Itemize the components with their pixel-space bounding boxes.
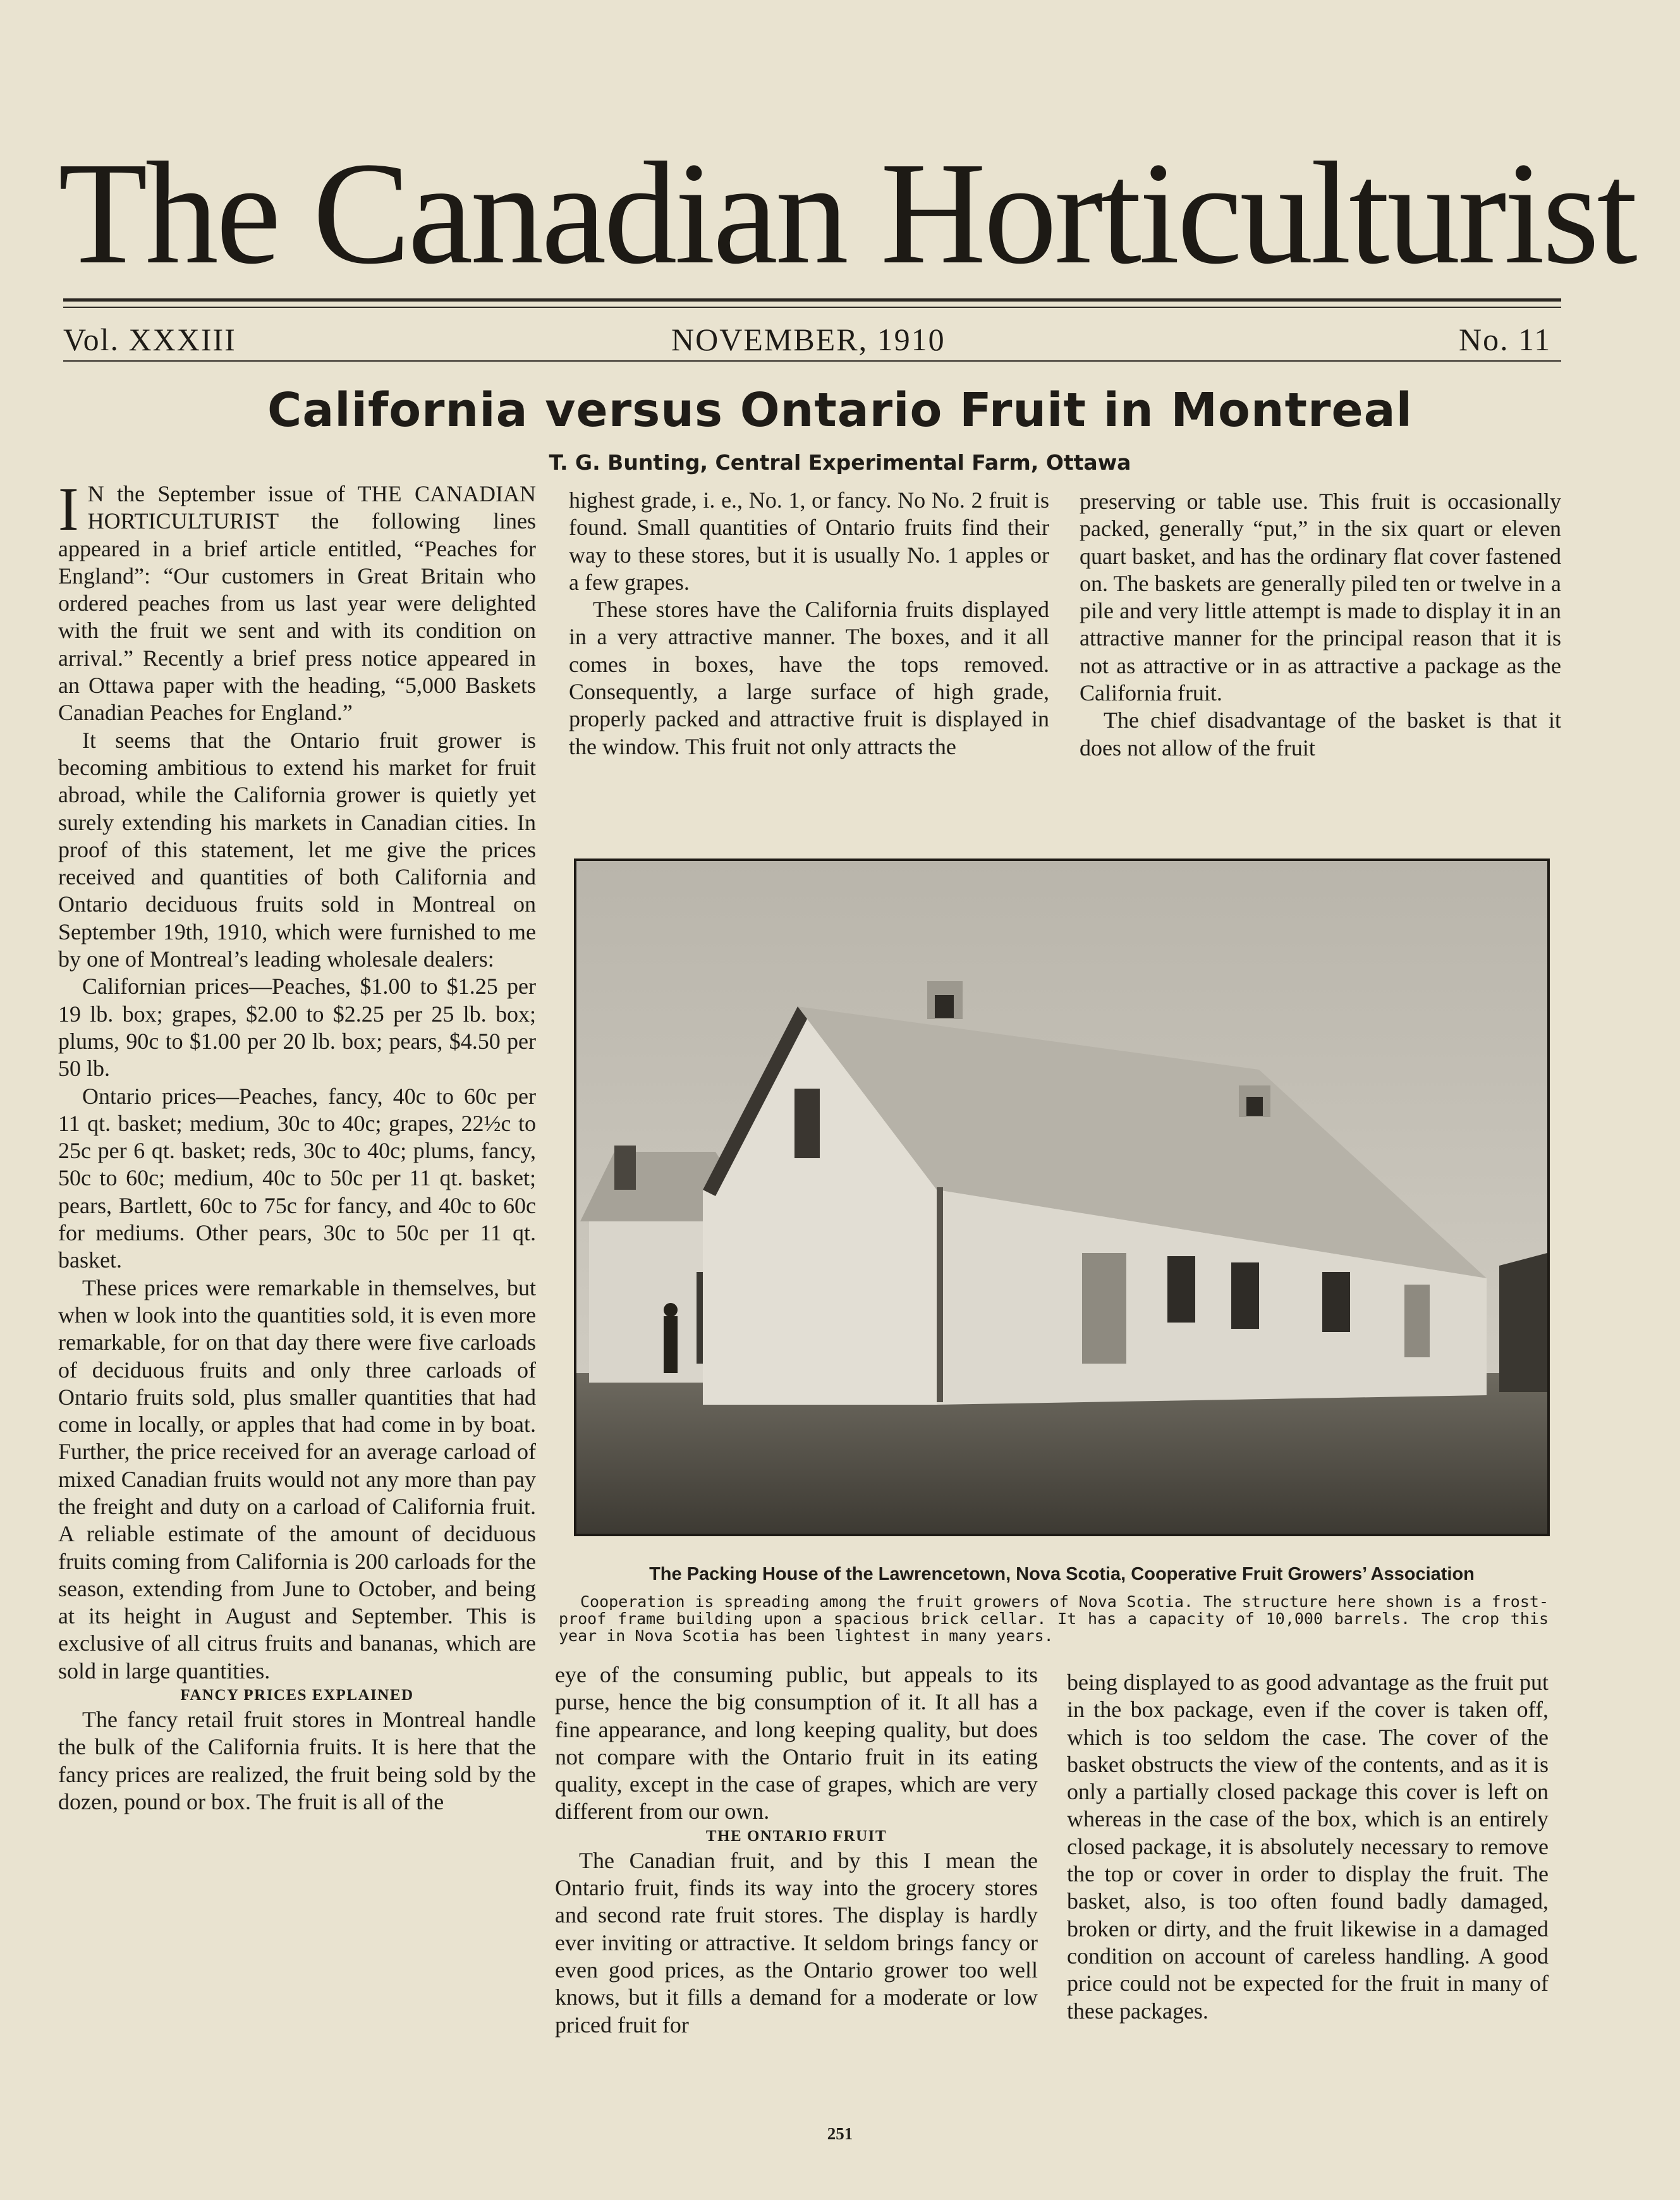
gable-window (794, 1089, 820, 1158)
paragraph: The Canadian fruit, and by this I mean the Ontario fruit, finds its way into the grocery stores and second rate fruit stores. The display is hardly ever inviting or attractive. It seldom brings fancy or even good prices, as the Ontario grower too well knows, but it fills a demand for a moderate or low priced fruit for (555, 1847, 1038, 2038)
paragraph: These prices were remarkable in themselves, but when w look into the quantities sold, it is even more remarkable, for on that day there were five carloads of deciduous fruits and only three carloads of Ontario fruits sold, plus smaller quantities that had come in locally, or apples that had come in by boat. Further, the price received for an average carload of mixed Canadian fruits would not any more than pay the freight and duty on a carload of California fruit. A reliable estimate of the amount of deciduous fruits coming from California is 200 carloads for the season, extending from June to October, and being at its height in August and September. This is exclusive of all citrus fruits and bananas, which are sold in large quantities. (58, 1274, 536, 1684)
page-number: 251 (827, 2124, 853, 2143)
issue-number: No. 11 (1459, 322, 1552, 357)
subheading-fancy-prices: FANCY PRICES EXPLAINED (180, 1687, 414, 1704)
masthead-title: The Canadian Horticulturist (58, 132, 1635, 295)
side-door-2 (1404, 1285, 1430, 1357)
article-column-4 (555, 1661, 1038, 2104)
side-door (1082, 1253, 1126, 1364)
article-column-3 (1080, 488, 1561, 829)
article-byline: T. G. Bunting, Central Experimental Farm, Ottawa (549, 450, 1131, 475)
paragraph: being displayed to as good advantage as the fruit put in the box package, even if the cover is taken off, which is too seldom the case. The cover of the basket obstructs the view of the contents, and as it is only a partially closed package this cover is left on whereas in the case of the box, which is an entirely closed package, it is absolutely necessary to remove the top or cover in order to display the fruit. The basket, also, is too often found badly damaged, broken or dirty, and the fruit likewise in a damaged condition on account of careless handling. A good price could not be expected for the fruit in many of these packages. (1067, 1670, 1549, 2024)
drop-cap: I (58, 480, 79, 544)
paragraph: The fancy retail fruit stores in Montreal handle the bulk of the California fruits. It is here that the fancy prices are realized, the fruit being sold by the dozen, pound or box. The fruit is all of the (58, 1707, 536, 1814)
side-window-2 (1231, 1262, 1259, 1329)
photo-caption-title: The Packing House of the Lawrencetown, Nova Scotia, Cooperative Fruit Growers’ Association (649, 1564, 1475, 1584)
paragraph: preserving or table use. This fruit is occasionally packed, generally “put,” in the six quart or eleven quart basket, and has the ordinary flat cover fastened on. The baskets are generally piled ten or twelve in a pile and very little attempt is made to display it in an attractive manner for the principal reason that it is not as attractive or in as attractive a package as the California fruit. (1080, 489, 1561, 706)
masthead-rule-bottom (63, 360, 1561, 362)
packing-house-illustration (576, 861, 1547, 1534)
article-column-2 (569, 487, 1049, 828)
chimney (614, 1146, 636, 1190)
opening-paragraph: I N the September issue of THE CANADIAN HORTICULTURIST the following lines appeared in a brief article entitled, “Peaches for England”: “Our customers in Great Britain who ordered peaches from us last year were delighted with the fruit we sent and with its condition on arrival.” Recently a brief press notice appeared in an Ottawa paper with the heading, “5,000 Baskets Canadian Peaches for England.” (58, 480, 536, 726)
cupola-2-vent (1246, 1097, 1263, 1116)
standing-figure (664, 1316, 678, 1373)
side-window-3 (1322, 1272, 1350, 1332)
tree (1499, 1253, 1547, 1392)
photo-caption-text: Cooperation is spreading among the fruit growers of Nova Scotia. The structure here shown is a frost-proof frame building upon a spacious brick cellar. It has a capacity of 10,000 barrels. The crop this year in Nova Scotia has been lightest in many years. (559, 1592, 1549, 1645)
paragraph: It seems that the Ontario fruit grower is becoming ambitious to extend his market for fruit abroad, while the California grower is quietly yet surely extending his markets in Canadian cities. In proof of this statement, let me give the prices received and quantities of both California and Ontario deciduous fruits sold in Montreal on September 19th, 1910, which were furnished to me by one of Montreal’s leading wholesale dealers: (58, 727, 536, 972)
masthead-rule-top (63, 298, 1561, 302)
subheading-ontario-fruit: THE ONTARIO FRUIT (705, 1827, 887, 1845)
side-window-1 (1167, 1256, 1195, 1323)
issue-date: NOVEMBER, 1910 (671, 322, 946, 357)
article-headline: California versus Ontario Fruit in Montreal (267, 383, 1413, 437)
article-column-5 (1067, 1669, 1549, 2111)
cupola-1-vent (935, 995, 954, 1018)
packing-house-photo (574, 859, 1550, 1536)
masthead-rule-thin (63, 307, 1561, 308)
volume-label: Vol. XXXIII (63, 322, 236, 357)
article-column-1 (58, 480, 536, 2105)
downpipe (937, 1187, 943, 1402)
paragraph: eye of the consuming public, but appeals to its purse, hence the big consumption of it. It all has a fine appearance, and long keeping quality, but does not compare with the Ontario fruit in its eating quality, except in the case of grapes, which are very different from our own. (555, 1662, 1038, 1824)
paragraph-ontario-prices: Ontario prices—Peaches, fancy, 40c to 60c per 11 qt. basket; medium, 30c to 40c; grapes, 22½c to 25c per 6 qt. basket; reds, 30c to 40c; plums, fancy, 50c to 60c; medium, 40c to 50c per 11 qt. basket; pears, Bartlett, 60c to 75c for fancy, and 40c to 60c for mediums. Other pears, 30c to 50c per 11 qt. basket. (58, 1083, 536, 1273)
paragraph: These stores have the California fruits displayed in a very attractive manner. The boxes, and it all comes in boxes, have the tops removed. Consequently, a large surface of high grade, properly packed and attractive fruit is displayed in the window. This fruit not only attracts the (569, 597, 1049, 759)
paragraph-california-prices: Californian prices—Peaches, $1.00 to $1.25 per 19 lb. box; grapes, $2.00 to $2.25 per 25 lb. box; plums, 90c to $1.00 per 20 lb. box; pears, $4.50 per 50 lb. (58, 974, 536, 1082)
standing-figure-head (664, 1303, 678, 1317)
paragraph: highest grade, i. e., No. 1, or fancy. No No. 2 fruit is found. Small quantities of Ontario fruits find their way to these stores, but it is usually No. 1 apples or a few grapes. (569, 487, 1049, 595)
paragraph: The chief disadvantage of the basket is that it does not allow of the fruit (1080, 707, 1561, 761)
